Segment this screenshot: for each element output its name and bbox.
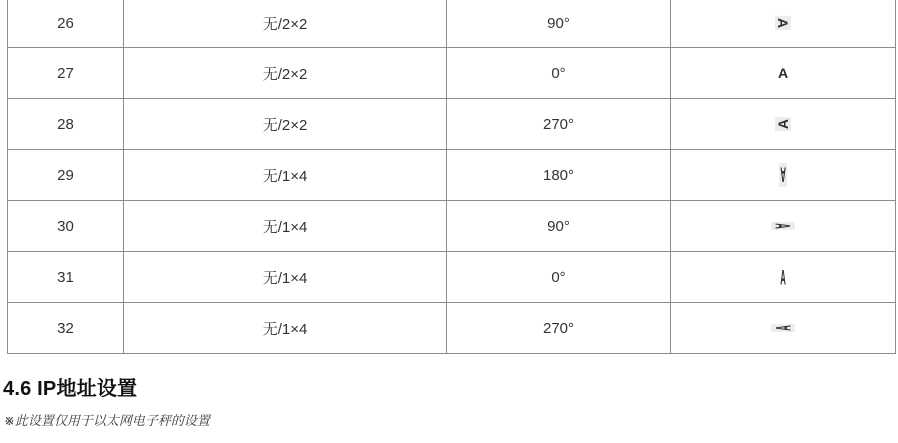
size-spec-cell: 无/2×2 xyxy=(124,48,447,99)
table-row xyxy=(8,48,896,99)
sample-a-rotated-270-tall-icon: A xyxy=(771,324,795,331)
print-settings-table xyxy=(7,0,896,354)
row-number-cell: 31 xyxy=(8,252,124,303)
angle-cell: 270° xyxy=(447,303,671,354)
row-number-cell: 29 xyxy=(8,150,124,201)
sample-cell xyxy=(671,99,896,150)
sample-a-rotated-90-tall-icon: A xyxy=(771,222,795,229)
angle-cell: 180° xyxy=(447,150,671,201)
table-row xyxy=(8,303,896,354)
sample-a-upright-tall-icon: A xyxy=(780,264,786,289)
sample-a-rotated-180-tall-icon: A xyxy=(780,162,786,187)
section-heading: 4.6 IP地址设置 xyxy=(3,378,138,400)
row-number-cell: 26 xyxy=(8,0,124,48)
table-row xyxy=(8,201,896,252)
table-row xyxy=(8,99,896,150)
sample-a-rotated-90-icon: A xyxy=(775,17,791,29)
table-row xyxy=(8,252,896,303)
sample-cell xyxy=(671,201,896,252)
size-spec-cell: 无/1×4 xyxy=(124,252,447,303)
size-spec-cell: 无/1×4 xyxy=(124,303,447,354)
table-row xyxy=(8,150,896,201)
size-spec-cell: 无/2×2 xyxy=(124,99,447,150)
row-number-cell: 27 xyxy=(8,48,124,99)
sample-cell xyxy=(671,252,896,303)
size-spec-cell: 无/2×2 xyxy=(124,0,447,48)
angle-cell: 0° xyxy=(447,252,671,303)
size-spec-cell: 无/1×4 xyxy=(124,150,447,201)
angle-cell: 90° xyxy=(447,0,671,48)
size-spec-cell: 无/1×4 xyxy=(124,201,447,252)
angle-cell: 270° xyxy=(447,99,671,150)
row-number-cell: 28 xyxy=(8,99,124,150)
angle-cell: 0° xyxy=(447,48,671,99)
sample-a-rotated-270-icon: A xyxy=(775,118,791,129)
sample-cell xyxy=(671,150,896,201)
row-number-cell: 32 xyxy=(8,303,124,354)
table-row xyxy=(8,0,896,48)
sample-cell xyxy=(671,0,896,48)
angle-cell: 90° xyxy=(447,201,671,252)
sample-cell xyxy=(671,303,896,354)
sample-a-upright-icon: A xyxy=(777,64,789,81)
section-note: ※此设置仅用于以太网电子秤的设置 xyxy=(4,413,210,428)
sample-cell xyxy=(671,48,896,99)
row-number-cell: 30 xyxy=(8,201,124,252)
